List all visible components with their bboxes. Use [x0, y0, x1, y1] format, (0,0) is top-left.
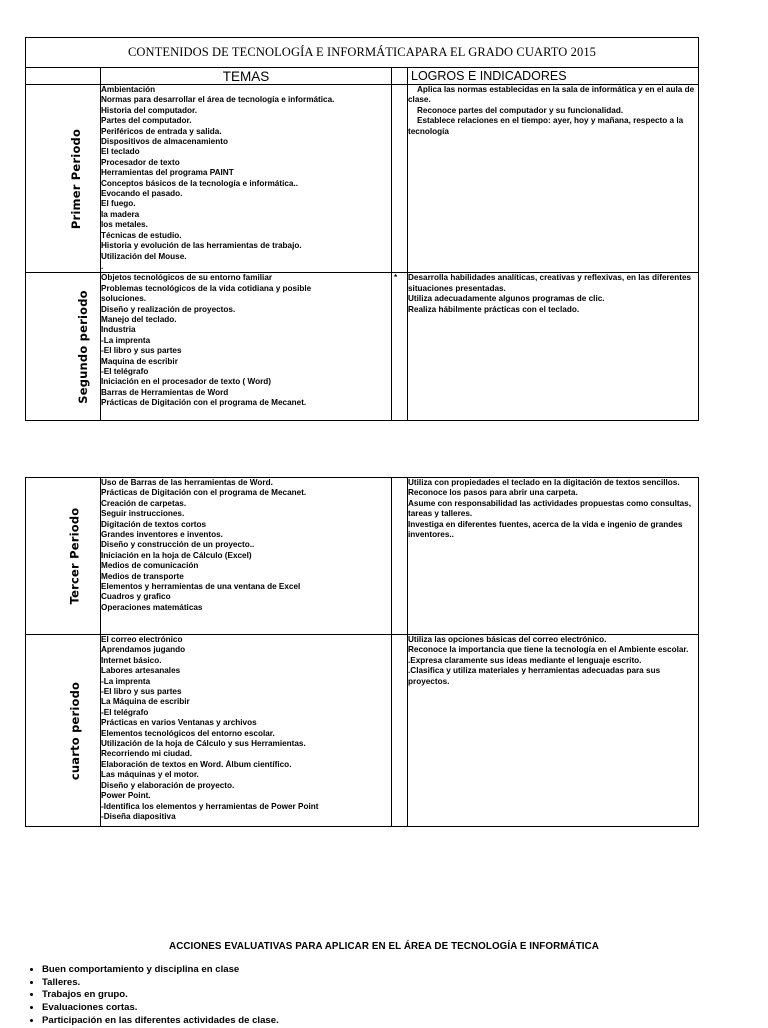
- list-item: Investiga en diferentes fuentes, acerca de la vida e ingenio de grandes inventores..: [408, 519, 683, 540]
- list-item: Historia del computador.: [101, 105, 197, 115]
- list-item: soluciones.: [101, 294, 147, 304]
- acciones-item: • Trabajos en grupo.: [42, 989, 279, 1002]
- list-item: Medios de comunicación: [101, 561, 199, 571]
- list-item: -El telégrafo: [101, 366, 149, 376]
- list-item: -Diseña diapositiva: [101, 811, 176, 821]
- list-item: Digitación de textos cortos: [101, 519, 207, 529]
- list-item: Prácticas de Digitación con el programa de Mecanet.: [101, 398, 307, 408]
- logros-cell: [408, 273, 699, 421]
- list-item: Objetos tecnológicos de su entorno familiar: [101, 273, 273, 283]
- list-item: Prácticas de Digitación con el programa de Mecanet.: [101, 488, 307, 498]
- list-item: Medios de transporte: [101, 571, 184, 581]
- list-item: Partes del computador.: [101, 116, 192, 126]
- list-item: Prácticas en varios Ventanas y archivos: [101, 718, 257, 728]
- list-item: Diseño y realización de proyectos.: [101, 304, 236, 314]
- list-item: Elementos y herramientas de una ventana de Excel: [101, 582, 301, 592]
- list-item: Problemas tecnológicos de la vida cotidiana y posible: [101, 283, 312, 293]
- list-item: Grandes inventores e inventos.: [101, 530, 223, 540]
- list-item: -La imprenta: [101, 676, 151, 686]
- list-item: la madera: [101, 209, 140, 219]
- acciones-list: [26, 964, 279, 1028]
- list-item: Labores artesanales: [101, 666, 181, 676]
- list-item: Iniciación en la hoja de Cálculo (Excel): [101, 550, 252, 560]
- list-item: Uso de Barras de las herramientas de Word.: [101, 478, 273, 487]
- list-item: El teclado: [101, 147, 140, 157]
- list-item: Internet básico.: [101, 655, 162, 665]
- table-title: CONTENIDOS DE TECNOLOGÍA E INFORMÁTICAPARA EL GRADO CUARTO 2015: [26, 38, 699, 68]
- list-item: Barras de Herramientas de Word: [101, 387, 229, 397]
- temas-cell: [101, 478, 392, 635]
- list-item: -La imprenta: [101, 335, 151, 345]
- contenidos-table-1: [25, 37, 699, 421]
- period-label: Primer Periodo: [69, 128, 84, 229]
- list-item: Operaciones matemáticas: [101, 602, 203, 612]
- list-item: Periféricos de entrada y salida.: [101, 126, 222, 136]
- header-gap-cell: [392, 68, 408, 85]
- list-item: .Expresa claramente sus ideas mediante el lenguaje escrito.: [408, 655, 642, 665]
- list-item: Establece relaciones en el tiempo: ayer, hoy y mañana, respecto a la tecnología: [408, 116, 684, 136]
- list-item: Recorriendo mi ciudad.: [101, 749, 192, 759]
- list-item: Diseño y elaboración de proyecto.: [101, 780, 235, 790]
- list-item: Utilización del Mouse.: [101, 251, 187, 261]
- list-item: -El libro y sus partes: [101, 346, 182, 356]
- list-item: Power Point.: [101, 791, 151, 801]
- list-item: Realiza hábilmente prácticas con el teclado.: [408, 304, 580, 314]
- logros-cell: [408, 85, 699, 273]
- acciones-item: • Talleres.: [42, 977, 279, 990]
- list-item: La Máquina de escribir: [101, 697, 190, 707]
- period-label: Tercer Periodo: [67, 507, 82, 605]
- list-item: Creación de carpetas.: [101, 498, 187, 508]
- list-item: -El telégrafo: [101, 707, 149, 717]
- period-label: Segundo periodo: [75, 290, 90, 404]
- list-item: Elementos tecnológicos del entorno escolar.: [101, 728, 275, 738]
- list-item: Conceptos básicos de la tecnología e informática..: [101, 178, 299, 188]
- list-item: Las máquinas y el motor.: [101, 770, 199, 780]
- list-item: Asume con responsabilidad las actividades propuestas como consultas, tareas y talleres.: [408, 498, 692, 519]
- list-item: .: [101, 261, 104, 271]
- list-item: Diseño y construcción de un proyecto..: [101, 540, 255, 550]
- list-item: Reconoce la importancia que tiene la tecnología en el Ambiente escolar.: [408, 645, 689, 655]
- acciones-item: • Buen comportamiento y disciplina en clase: [42, 964, 279, 977]
- mark-cell: [392, 85, 408, 273]
- list-item: Manejo del teclado.: [101, 314, 177, 324]
- list-item: El fuego.: [101, 199, 136, 209]
- list-item: Industria: [101, 325, 136, 335]
- list-item: Técnicas de estudio.: [101, 230, 182, 240]
- list-item: Reconoce partes del computador y su funcionalidad.: [417, 105, 624, 115]
- temas-cell: [101, 273, 392, 421]
- list-item: .Clasifica y utiliza materiales y herramientas adecuadas para sus proyectos.: [408, 666, 661, 686]
- list-item: -El libro y sus partes: [101, 687, 182, 697]
- period-label-cell: [26, 273, 101, 421]
- contenidos-table-2: [25, 477, 699, 827]
- list-item: Utiliza adecuadamente algunos programas de clic.: [408, 294, 605, 304]
- list-item: Iniciación en el procesador de texto ( Word): [101, 377, 271, 387]
- list-item: Elaboración de textos en Word. Álbum científico.: [101, 759, 292, 769]
- acciones-item: • Evaluaciones cortas.: [42, 1002, 279, 1015]
- list-item: Procesador de texto: [101, 157, 180, 167]
- mark-cell: [392, 478, 408, 635]
- mark-cell: [392, 635, 408, 827]
- temas-cell: [101, 635, 392, 827]
- list-item: Normas para desarrollar el área de tecnología e informática.: [101, 95, 335, 105]
- acciones-title: ACCIONES EVALUATIVAS PARA APLICAR EN EL ÁREA DE TECNOLOGÍA E INFORMÁTICA: [169, 941, 599, 952]
- period-label-cell: [26, 635, 101, 827]
- list-item: El correo electrónico: [101, 635, 183, 644]
- list-item: Herramientas del programa PAINT: [101, 168, 234, 178]
- period-label-cell: [26, 85, 101, 273]
- list-item: Evocando el pasado.: [101, 189, 183, 199]
- list-item: Aplica las normas establecidas en la sala de informática y en el aula de clase.: [408, 85, 695, 105]
- header-temas: TEMAS: [101, 68, 392, 85]
- list-item: los metales.: [101, 220, 148, 230]
- list-item: Seguir instrucciones.: [101, 509, 185, 519]
- acciones-item: • Participación en las diferentes actividades de clase.: [42, 1015, 279, 1028]
- list-item: Dispositivos de almacenamiento: [101, 137, 228, 147]
- mark-cell: *: [392, 273, 408, 421]
- list-item: Cuadros y grafico: [101, 592, 171, 602]
- header-empty-cell: [26, 68, 101, 85]
- list-item: Utiliza con propiedades el teclado en la digitación de textos sencillos.: [408, 478, 680, 487]
- header-logros: LOGROS E INDICADORES: [408, 68, 699, 85]
- list-item: Desarrolla habilidades analíticas, creativas y reflexivas, en las diferentes situaciones presentadas.: [408, 273, 692, 293]
- temas-cell: [101, 85, 392, 273]
- period-label-cell: [26, 478, 101, 635]
- list-item: Maquina de escribir: [101, 356, 178, 366]
- list-item: Aprendamos jugando: [101, 645, 186, 655]
- list-item: Reconoce los pasos para abrir una carpeta.: [408, 488, 578, 498]
- period-label: cuarto periodo: [68, 681, 83, 780]
- list-item: Utilización de la hoja de Cálculo y sus Herramientas.: [101, 739, 306, 749]
- list-item: -Identifica los elementos y herramientas de Power Point: [101, 801, 319, 811]
- logros-cell: [408, 478, 699, 635]
- logros-cell: [408, 635, 699, 827]
- list-item: Ambientación: [101, 85, 156, 94]
- list-item: Historia y evolución de las herramientas de trabajo.: [101, 241, 302, 251]
- list-item: Utiliza las opciones básicas del correo electrónico.: [408, 635, 607, 644]
